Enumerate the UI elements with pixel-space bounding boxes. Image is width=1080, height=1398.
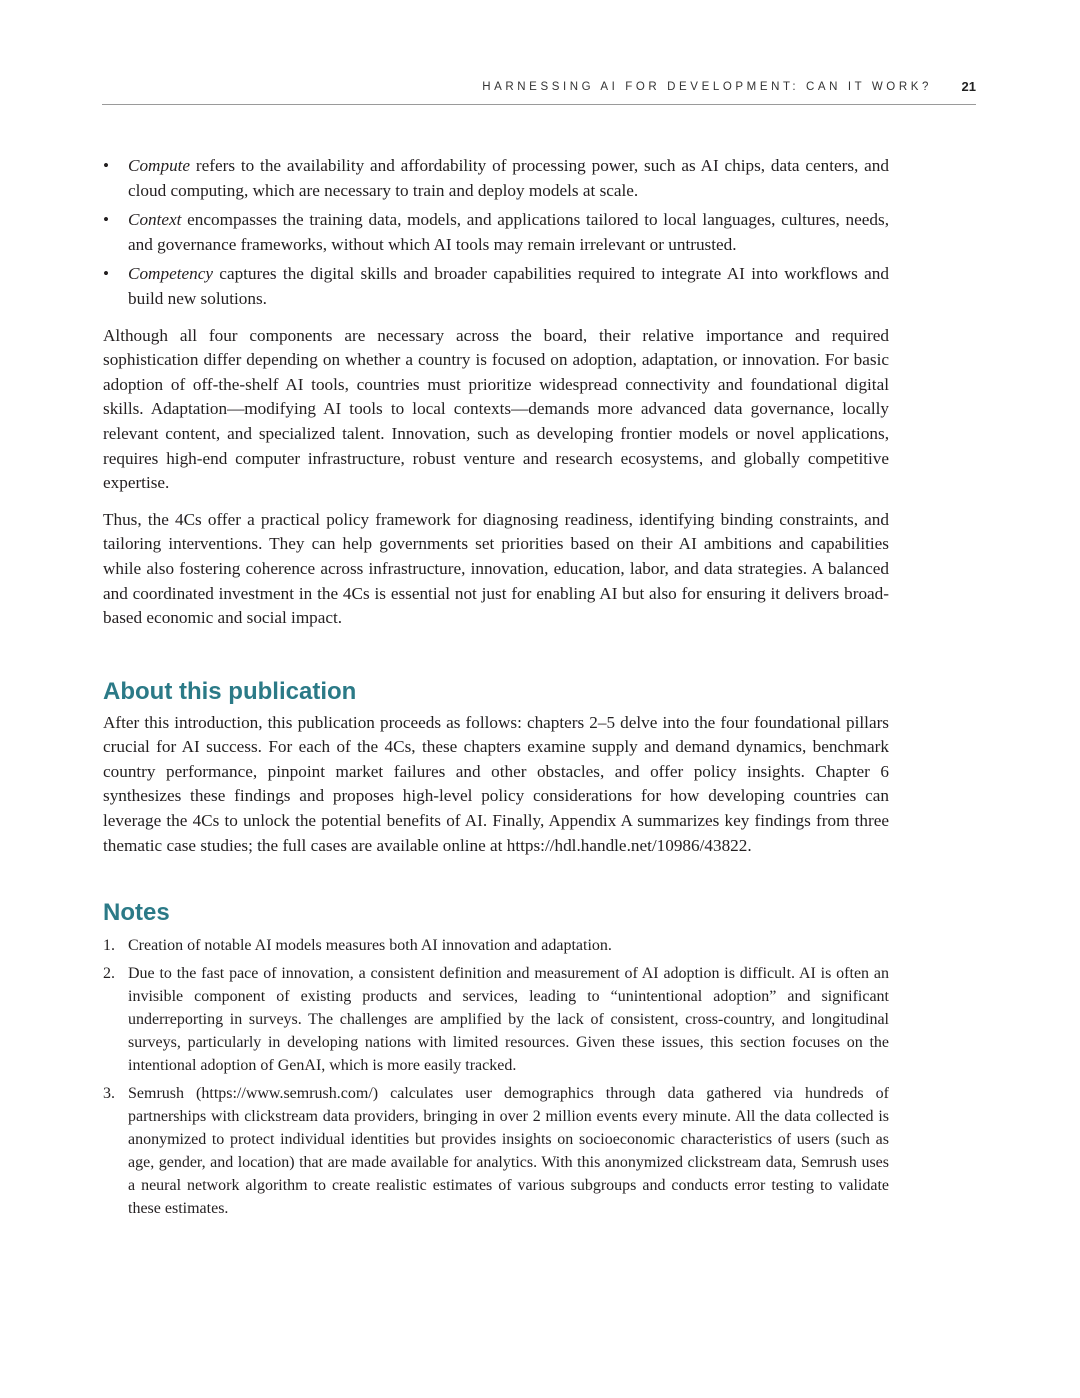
bullet-icon: • <box>103 210 110 230</box>
about-heading: About this publication <box>103 677 357 705</box>
note-text: Semrush (https://www.semrush.com/) calculates user demographics through data gathered via hundreds of partnerships with clickstream data providers, bringing in over 2 million events every minute. All the data collected is anonymized to protect individual identities but provides insights on socioeconomic characteristics of users (such as age, gender, and location) that are made available for analytics. With this anonymized clickstream data, Semrush uses a neural network algorithm to create realistic estimates of various subgroups and conducts error testing to validate these estimates. <box>128 1085 889 1218</box>
bullet-list <box>103 154 889 312</box>
bullet-term: Compute <box>128 156 191 175</box>
note-text: Creation of notable AI models measures both AI innovation and adaptation. <box>128 937 612 955</box>
running-header <box>102 78 976 105</box>
note-item <box>103 962 889 1077</box>
note-number: 2. <box>103 965 115 983</box>
bullet-icon: • <box>103 156 110 175</box>
bullet-term: Competency <box>128 264 213 284</box>
note-item <box>103 934 889 957</box>
bullet-item-compute <box>103 154 889 203</box>
note-item <box>103 1082 889 1220</box>
notes-list <box>103 934 889 1220</box>
bullet-text: refers to the availability and affordability of processing power, such as AI chips, data centers, and cloud computing, which are necessary to train and deploy models at scale. <box>128 156 889 200</box>
paragraph-components: Although all four components are necessary across the board, their relative importance and required sophistication differ depending on whether a country is focused on adoption, adaptation, or innovation. For basic adoption of off-the-shelf AI tools, countries must prioritize widespread connectivity and foundational digital skills. Adaptation—modifying AI tools to local contexts—demands more advanced data governance, locally relevant content, and specialized talent. Innovation, such as developing frontier models or novel applications, requires high-end computer infrastructure, robust venture and research ecosystems, and globally competitive expertise. <box>103 325 889 493</box>
bullet-text: encompasses the training data, models, and applications tailored to local languages, cultures, needs, and governance frameworks, without which AI tools may remain irrelevant or untrusted. <box>128 210 889 254</box>
bullet-text: captures the digital skills and broader capabilities required to integrate AI into workflows and build new solutions. <box>128 264 889 308</box>
bullet-icon: • <box>103 264 110 284</box>
bullet-item-context <box>103 208 889 257</box>
note-number: 1. <box>103 937 115 955</box>
paragraph-framework: Thus, the 4Cs offer a practical policy framework for diagnosing readiness, identifying binding constraints, and tailoring interventions. They can help governments set priorities based on their AI ambitions and capabilities while also fostering coherence across infrastructure, innovation, education, labor, and data strategies. A balanced and coordinated investment in the 4Cs is essential not just for enabling AI but also for ensuring it delivers broad-based economic and social impact. <box>103 509 889 628</box>
bullet-term: Context <box>128 210 182 230</box>
note-number: 3. <box>103 1085 115 1103</box>
notes-heading: Notes <box>103 899 170 927</box>
bullet-item-competency <box>103 262 889 311</box>
page-content <box>103 154 889 1225</box>
about-paragraph: After this introduction, this publication proceeds as follows: chapters 2–5 delve into the four foundational pillars crucial for AI success. For each of the 4Cs, these chapters examine supply and demand dynamics, benchmark country performance, pinpoint market failures and other obstacles, and offer policy insights. Chapter 6 synthesizes these findings and proposes high-level policy considerations for how developing countries can leverage the 4Cs to unlock the potential benefits of AI. Finally, Appendix A summarizes key findings from three thematic case studies; the full cases are available online at https://hdl.handle.net/10986/43822. <box>103 712 889 855</box>
page-number: 21 <box>961 79 976 94</box>
note-text: Due to the fast pace of innovation, a consistent definition and measurement of AI adoption is difficult. AI is often an invisible component of existing products and services, leading to “unintentional adoption” and significant underreporting in surveys. The challenges are amplified by the lack of consistent, cross-country, and longitudinal surveys, particularly in developing nations with limited resources. Given these issues, this section focuses on the intentional adoption of GenAI, which is more easily tracked. <box>128 965 889 1075</box>
running-title: HARNESSING AI FOR DEVELOPMENT: CAN IT WORK? <box>482 81 932 93</box>
